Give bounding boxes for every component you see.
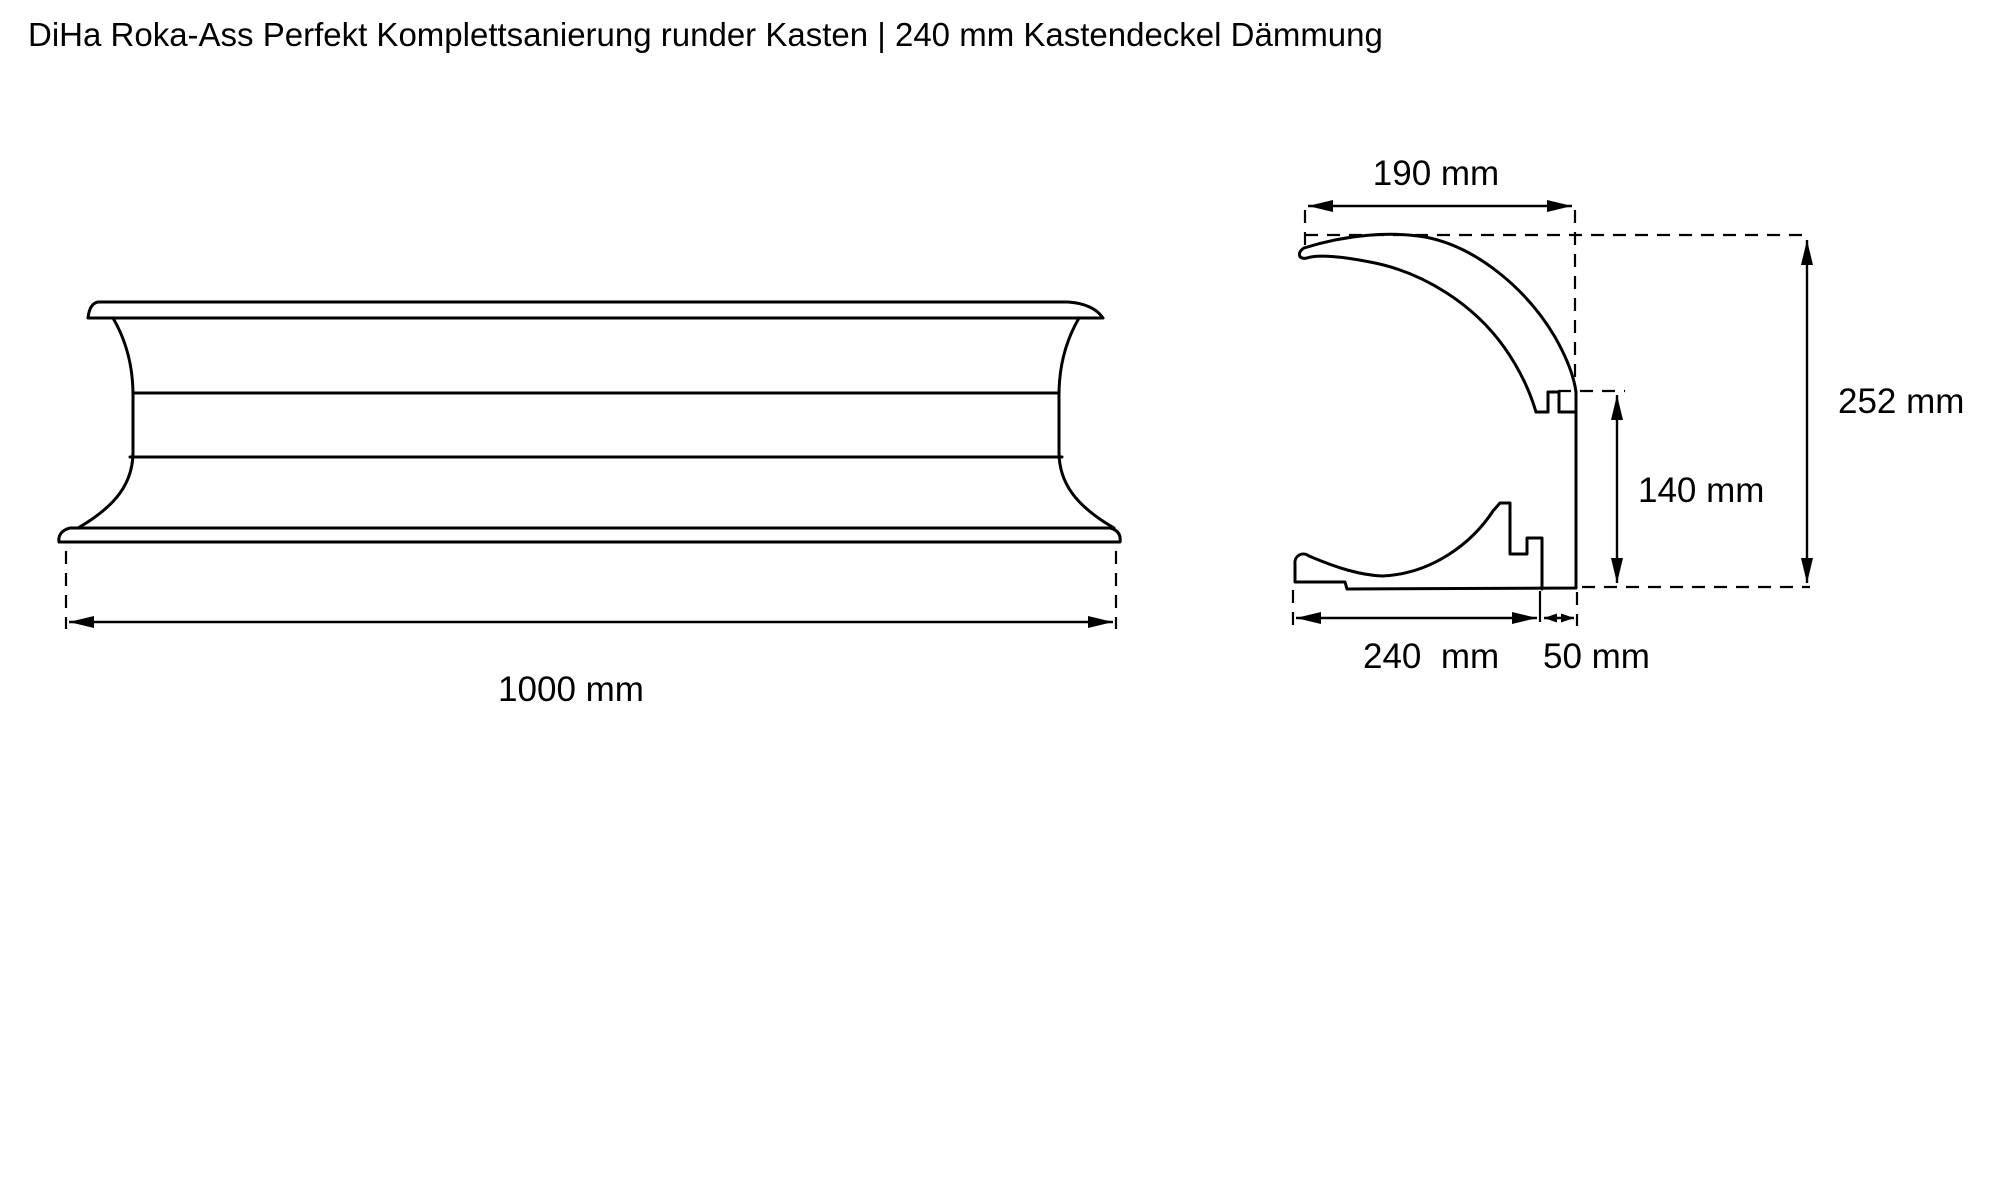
- side-view-right-edge: [1059, 318, 1114, 528]
- cross-section-view: [1293, 154, 1964, 676]
- cs-width-label: 190 mm: [1372, 154, 1500, 193]
- cs-base-width-label: 240 mm: [1363, 637, 1500, 676]
- side-view: [59, 302, 1120, 709]
- side-view-bottom-band: [59, 528, 1120, 542]
- side-view-left-edge: [78, 318, 133, 528]
- page-title: DiHa Roka-Ass Perfekt Komplettsanierung runder Kasten | 240 mm Kastendeckel Dämmung: [28, 16, 1383, 53]
- cross-section-tab-notch: [1536, 392, 1576, 412]
- cs-inner-height-label: 140 mm: [1638, 471, 1765, 510]
- cs-lid-width-label: 50 mm: [1543, 637, 1650, 676]
- side-view-length-label: 1000 mm: [498, 670, 644, 709]
- side-view-top-lip: [88, 302, 1103, 318]
- cs-total-height-label: 252 mm: [1838, 382, 1965, 421]
